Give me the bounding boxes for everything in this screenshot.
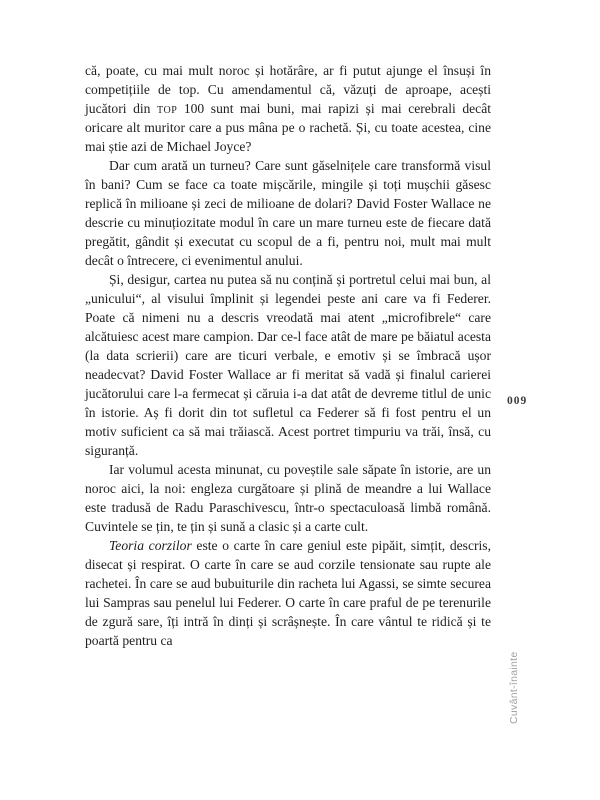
text-segment-italic: Teoria corzilor bbox=[109, 538, 192, 553]
paragraph bbox=[85, 156, 491, 270]
text-block bbox=[85, 61, 491, 650]
paragraph bbox=[85, 460, 491, 536]
paragraph bbox=[85, 270, 491, 460]
chapter-side-label: Cuvânt-înainte bbox=[508, 651, 520, 724]
page-number: 009 bbox=[507, 395, 528, 407]
text-segment: Și, desigur, cartea nu putea să nu conțină și portretul celui mai bun, al „unicului“, al visului împlinit și legendei peste ani care va fi Federer. Poate că nimeni nu a descris vreodată mai atent „microfibrele“ care alcătuiesc acest mare campion. Dar ce-l face atât de mare pe băiatul acesta (la data scrierii) care are ticuri verbale, e emotiv și se îmbracă ușor neadecvat? David Foster Wallace ar fi meritat să vadă și finalul carierei jucătorului care l-a fermecat și căruia i-a dat atât de devreme titlul de unic în istorie. Aș fi dorit din tot sufletul ca Federer să fi fost pentru el un motiv suficient ca să mai trăiască. Acest portret timpuriu va trăi, însă, cu siguranță. bbox=[85, 272, 491, 458]
text-segment: 100 sunt mai buni, mai rapizi și mai cerebrali decât oricare alt muritor care a pus mâna pe o rachetă. Și, cu toate acestea, cine mai știe azi de Michael Joyce? bbox=[85, 101, 492, 154]
text-segment: că, poate, cu mai mult noroc și hotărâre, ar fi putut ajunge el însuși în competițiile de top. Cu amendamentul că, văzuți de aproape, acești jucători din bbox=[85, 63, 491, 116]
text-segment: Iar volumul acesta minunat, cu poveștile sale săpate în istorie, are un noroc aici, la noi: engleza curgătoare și plină de meandre a lui Wallace este tradusă de Radu Paraschivescu, într-o spectaculoasă limbă română. Cuvintele se țin, te țin și sună a clasic și a carte cult. bbox=[85, 462, 491, 534]
text-segment-smallcaps: top bbox=[157, 101, 178, 116]
paragraph bbox=[85, 536, 491, 650]
paragraph bbox=[85, 61, 491, 156]
text-segment: este o carte în care geniul este pipăit, simțit, descris, disecat și respirat. O carte în care se aud corzile tensionate sau rupte ale rachetei. În care se aud bubuiturile din racheta lui Agassi, se simte securea lui Sampras sau penelul lui Federer. O carte în care praful de pe terenurile de zgură sare, îți intră în dinți și scrâșnește. În care vântul te ridică și te poartă pentru ca bbox=[85, 538, 491, 648]
text-segment: Dar cum arată un turneu? Care sunt găselnițele care transformă visul în bani? Cum se face ca toate mișcările, mingile și toți mușchii găsesc replică în milioane și zeci de milioane de dolari? David Foster Wallace ne descrie cu minuțiozitate modul în care un mare turneu este de fiecare dată pregătit, gândit și executat cu scopul de a fi, pentru noi, mult mai mult decât o întrecere, ci evenimentul anului. bbox=[85, 158, 491, 268]
